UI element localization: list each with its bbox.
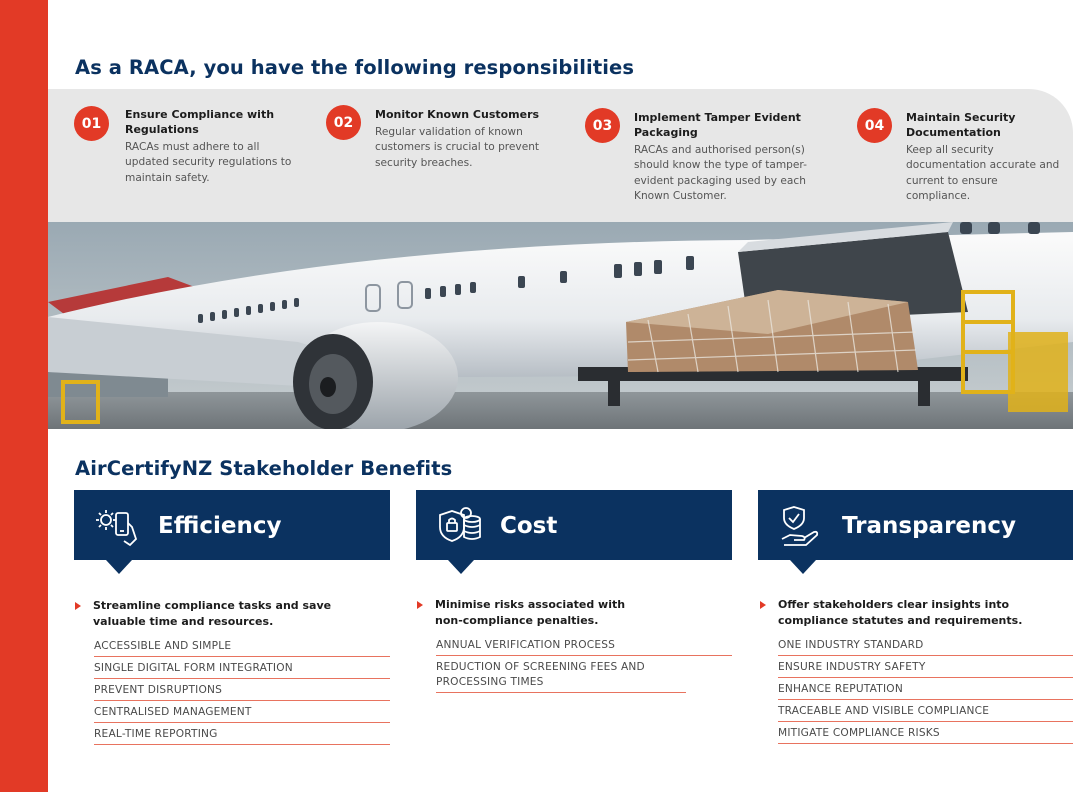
benefit-card-header: [416, 490, 732, 560]
shield-hand-icon: [780, 505, 824, 547]
card-notch: [106, 560, 132, 574]
responsibility-text: RACAs must adhere to all updated security regulations to maintain safety.: [125, 141, 292, 184]
list-item: PREVENT DISRUPTIONS: [94, 679, 390, 701]
responsibility-title: Monitor Known Customers: [375, 108, 540, 121]
gear-hand-icon: [94, 505, 142, 547]
responsibility-title: Maintain Security Documentation: [906, 111, 1016, 139]
list-item: TRACEABLE AND VISIBLE COMPLIANCE: [778, 700, 1073, 722]
lock-coins-icon: [436, 505, 484, 547]
responsibility-text: Keep all security documentation accurate and current to ensure compliance.: [906, 144, 1060, 203]
benefit-card-title: Transparency: [842, 513, 1017, 539]
benefit-card-header: [74, 490, 390, 560]
list-item: REDUCTION OF SCREENING FEES AND PROCESSING TIMES: [436, 656, 686, 693]
benefit-list: [778, 634, 1073, 744]
benefit-lead: [778, 597, 1038, 629]
benefit-list: [94, 635, 390, 745]
aircraft-cargo-photo: [48, 222, 1073, 429]
benefit-list: [436, 634, 732, 693]
aircraft-illustration: [48, 222, 1073, 429]
benefit-card-title: Efficiency: [158, 513, 282, 539]
list-item: MITIGATE COMPLIANCE RISKS: [778, 722, 1073, 744]
responsibility-title: Implement Tamper Evident Packaging: [634, 111, 801, 139]
left-accent-bar: [0, 0, 48, 792]
number-badge: 04: [857, 108, 892, 143]
list-item: ENHANCE REPUTATION: [778, 678, 1073, 700]
bullet-arrow-icon: [760, 601, 766, 609]
list-item: CENTRALISED MANAGEMENT: [94, 701, 390, 723]
benefit-lead: [93, 598, 353, 630]
number-badge: 02: [326, 105, 361, 140]
responsibility-text: RACAs and authorised person(s) should know the type of tamper-evident packaging used by each Known Customer.: [634, 144, 807, 203]
benefit-card-title: Cost: [500, 513, 558, 539]
benefit-card-header: [758, 490, 1073, 560]
bullet-arrow-icon: [417, 601, 423, 609]
list-item: REAL-TIME REPORTING: [94, 723, 390, 745]
benefit-lead-text: Minimise risks associated with non-compliance penalties.: [435, 598, 626, 627]
list-item: ANNUAL VERIFICATION PROCESS: [436, 634, 732, 656]
number-badge: 03: [585, 108, 620, 143]
bullet-arrow-icon: [75, 602, 81, 610]
card-notch: [790, 560, 816, 574]
list-item: ONE INDUSTRY STANDARD: [778, 634, 1073, 656]
responsibilities-heading: As a RACA, you have the following responsibilities: [75, 56, 635, 79]
responsibility-text: Regular validation of known customers is crucial to prevent security breaches.: [375, 126, 540, 169]
card-notch: [448, 560, 474, 574]
list-item: ENSURE INDUSTRY SAFETY: [778, 656, 1073, 678]
list-item: SINGLE DIGITAL FORM INTEGRATION: [94, 657, 390, 679]
number-badge: 01: [74, 106, 109, 141]
benefit-lead-text: Streamline compliance tasks and save valuable time and resources.: [93, 599, 332, 628]
benefit-lead: [435, 597, 655, 629]
benefits-heading: AirCertifyNZ Stakeholder Benefits: [75, 457, 453, 480]
list-item: ACCESSIBLE AND SIMPLE: [94, 635, 390, 657]
responsibility-title: Ensure Compliance with Regulations: [125, 108, 275, 136]
benefit-lead-text: Offer stakeholders clear insights into compliance statutes and requirements.: [778, 598, 1023, 627]
